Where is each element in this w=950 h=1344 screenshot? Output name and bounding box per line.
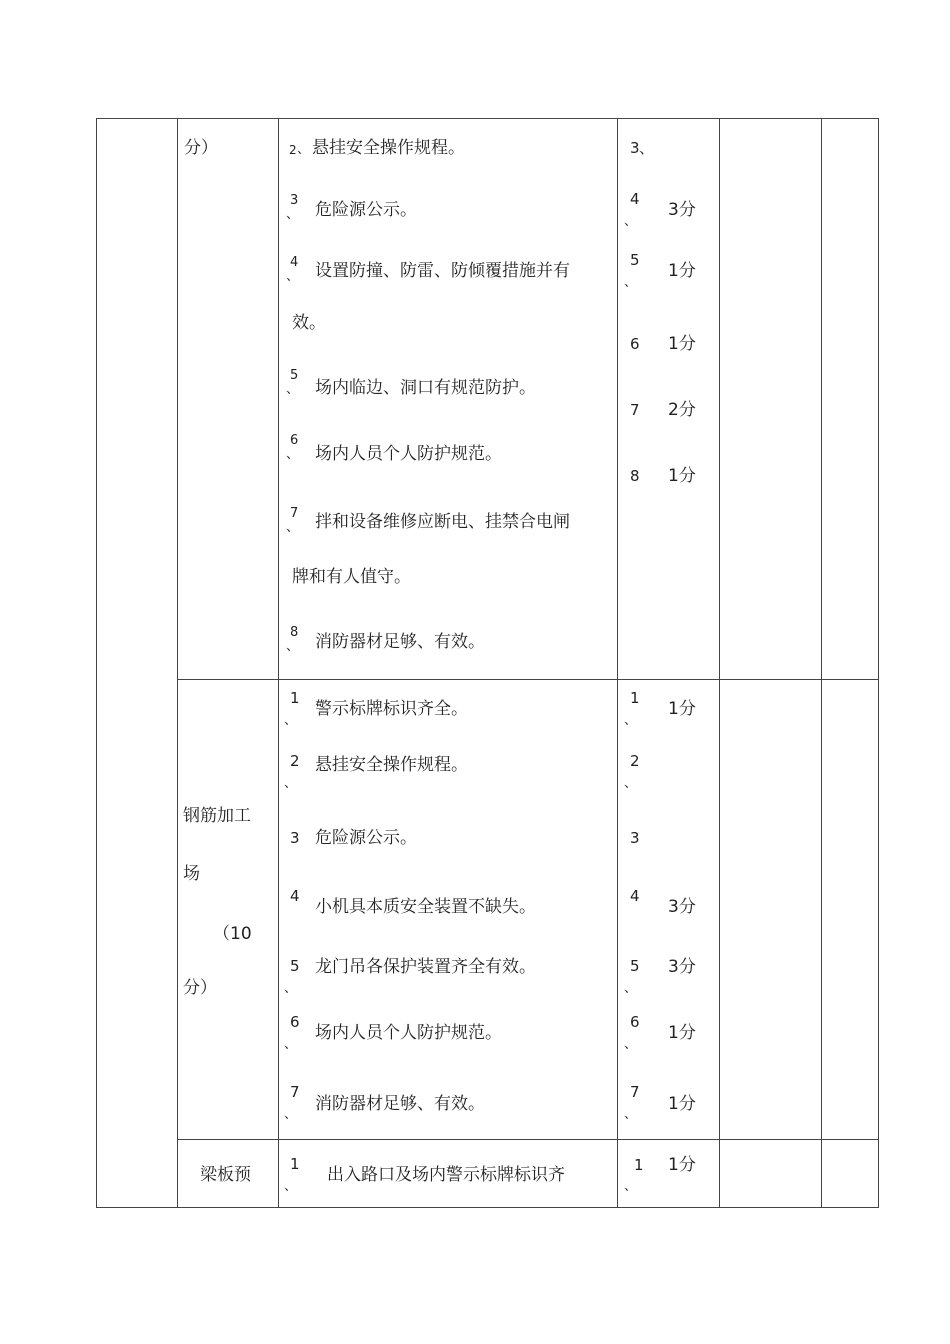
score-value: 2分: [668, 400, 696, 420]
score-number: 6: [630, 1013, 640, 1031]
item-number: 5: [290, 957, 300, 975]
score-number: 4: [630, 887, 640, 905]
item-text-continued: 效。: [292, 313, 326, 333]
score-number: 1: [630, 689, 640, 707]
category-label: 场: [183, 864, 200, 884]
row-divider: [177, 1139, 879, 1140]
item-text: 龙门吊各保护装置齐全有效。: [315, 957, 536, 977]
item-number: 5: [290, 368, 299, 383]
item-text: 危险源公示。: [315, 828, 417, 848]
item-text: 场内临边、洞口有规范防护。: [315, 378, 536, 398]
score-separator: 、: [624, 1179, 638, 1194]
score-value: 3分: [668, 957, 696, 977]
column-divider: [278, 118, 279, 1208]
table-bottom-border: [96, 1207, 879, 1208]
item-separator: 、: [297, 142, 311, 157]
category-label: 分）: [183, 978, 217, 998]
score-value: 3分: [668, 897, 696, 917]
column-divider: [617, 118, 618, 1208]
score-number: 1: [634, 1156, 644, 1174]
item-separator: 、: [284, 713, 298, 728]
score-value: 1分: [668, 1094, 696, 1114]
score-value: 1分: [668, 1155, 696, 1175]
item-number: 2: [290, 752, 300, 770]
item-number: 7: [290, 506, 299, 521]
item-number: 7: [290, 1083, 300, 1101]
item-separator: 、: [284, 776, 298, 791]
item-text: 场内人员个人防护规范。: [315, 444, 502, 464]
item-separator: 、: [284, 1179, 298, 1194]
score-number: 2: [630, 752, 640, 770]
item-separator: 、: [286, 382, 300, 397]
item-separator: 、: [286, 520, 300, 535]
item-separator: 、: [286, 639, 300, 654]
item-number: 2: [289, 143, 297, 157]
score-number: 5: [630, 957, 640, 975]
item-number: 4: [290, 887, 300, 905]
score-value: 1分: [668, 261, 696, 281]
item-text: 消防器材足够、有效。: [315, 632, 485, 652]
table-top-border: [96, 118, 879, 119]
score-number: 4: [630, 190, 640, 208]
item-text: 悬挂安全操作规程。: [312, 138, 465, 158]
score-value: 1分: [668, 334, 696, 354]
score-separator: 、: [624, 776, 638, 791]
score-number: 3: [630, 139, 640, 157]
category-label: （10: [213, 924, 252, 944]
score-separator: 、: [639, 139, 655, 157]
item-separator: 、: [286, 447, 300, 462]
score-number: 8: [630, 467, 640, 485]
score-separator: 、: [624, 713, 638, 728]
category-label: 分）: [184, 138, 218, 158]
item-separator: 、: [284, 981, 298, 996]
score-value: 1分: [668, 1023, 696, 1043]
item-number: 6: [290, 433, 299, 448]
score-number: 6: [630, 335, 640, 353]
score-separator: 、: [624, 1107, 638, 1122]
row-divider: [177, 679, 879, 680]
column-divider: [821, 118, 822, 1208]
score-value: 1分: [668, 466, 696, 486]
score-number: 7: [630, 401, 640, 419]
item-separator: 、: [286, 269, 300, 284]
item-number: 8: [290, 625, 299, 640]
score-value: 3分: [668, 200, 696, 220]
score-number: 5: [630, 251, 640, 269]
item-text: 消防器材足够、有效。: [315, 1094, 485, 1114]
item-number: 3: [290, 193, 299, 208]
column-divider: [719, 118, 720, 1208]
score-value: 1分: [668, 699, 696, 719]
item-text: 悬挂安全操作规程。: [315, 755, 468, 775]
score-number: 7: [630, 1083, 640, 1101]
item-text: 警示标牌标识齐全。: [315, 699, 468, 719]
score-separator: 、: [624, 1037, 638, 1052]
item-number: 1: [290, 1155, 300, 1173]
score-number: 3: [630, 829, 640, 847]
item-separator: 、: [286, 207, 300, 222]
item-number: 1: [290, 689, 300, 707]
score-separator: 、: [624, 981, 638, 996]
table-right-border: [878, 118, 879, 1208]
score-separator: 、: [624, 275, 638, 290]
item-text: 场内人员个人防护规范。: [315, 1023, 502, 1043]
item-number: 6: [290, 1013, 300, 1031]
item-text: 设置防撞、防雷、防倾覆措施并有: [315, 261, 570, 281]
item-text-continued: 牌和有人值守。: [292, 567, 411, 587]
item-separator: 、: [284, 1107, 298, 1122]
category-label: 梁板预: [200, 1165, 251, 1185]
item-separator: 、: [284, 1037, 298, 1052]
category-label: 钢筋加工: [183, 806, 251, 826]
item-text: 危险源公示。: [315, 200, 417, 220]
table-left-border: [96, 118, 97, 1208]
column-divider: [177, 118, 178, 1208]
item-text: 拌和设备维修应断电、挂禁合电闸: [315, 512, 570, 532]
item-text: 出入路口及场内警示标牌标识齐: [327, 1165, 565, 1185]
item-text: 小机具本质安全装置不缺失。: [315, 897, 536, 917]
item-number: 3: [290, 829, 300, 847]
item-number: 4: [290, 255, 299, 270]
score-separator: 、: [624, 214, 638, 229]
